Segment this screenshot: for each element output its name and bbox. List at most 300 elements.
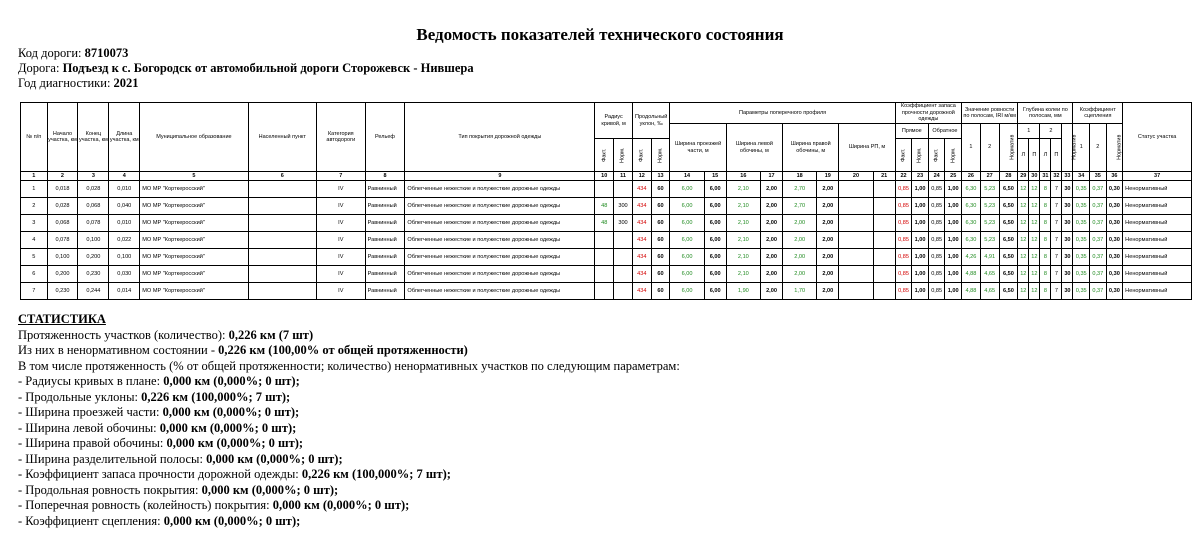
statistics-heading: СТАТИСТИКА	[18, 312, 106, 326]
table-cell: Равнинный	[365, 266, 405, 283]
table-cell: 0,100	[47, 249, 78, 266]
table-cell: 4,88	[962, 266, 981, 283]
reverse-fact-label: Факт.	[933, 148, 940, 162]
stat-line	[18, 390, 680, 406]
table-cell: 2,00	[817, 283, 839, 300]
column-number-cell: 32	[1051, 172, 1062, 181]
iri-normative-label: Норматив	[1008, 134, 1015, 161]
table-cell: 2,10	[726, 232, 760, 249]
table-cell: 60	[651, 232, 670, 249]
column-number-cell: 34	[1073, 172, 1090, 181]
slope-fact-header	[632, 139, 651, 172]
table-cell: 2,70	[783, 181, 817, 198]
year: 2021	[113, 76, 139, 90]
table-cell: 2,00	[783, 249, 817, 266]
rut-lane1-header: 1	[1018, 124, 1040, 139]
table-cell: 60	[651, 249, 670, 266]
friction-normative-label: Норматив	[1115, 134, 1122, 161]
table-cell: IV	[317, 215, 366, 232]
table-cell: 60	[651, 283, 670, 300]
table-cell: Ненормативный	[1123, 266, 1192, 283]
forward-norm-label: Норм.	[916, 147, 923, 163]
table-cell: Облегченные нежесткие и полужесткие дорожные одежды	[405, 283, 595, 300]
table-cell: 0,040	[109, 198, 140, 215]
stat-line	[18, 498, 680, 514]
stat-line	[18, 359, 680, 375]
table-cell: 0,85	[895, 215, 912, 232]
col-pavement-header: Тип покрытия дорожной одежды	[405, 103, 595, 172]
stat-value: 0,226 км (7 шт)	[228, 327, 314, 342]
table-cell	[614, 181, 633, 198]
table-cell: 12	[1029, 283, 1040, 300]
table-cell: 6,00	[670, 232, 704, 249]
table-cell: МО МР "Корткеросский"	[140, 198, 248, 215]
road-code: 8710073	[84, 46, 129, 60]
column-number-cell: 7	[317, 172, 366, 181]
column-number-cell: 30	[1029, 172, 1040, 181]
strength-header: Коэффициент запаса прочности дорожной одежды	[895, 103, 961, 124]
column-number-cell: 26	[962, 172, 981, 181]
table-row	[21, 232, 1192, 249]
table-cell: 2,00	[760, 266, 782, 283]
stat-line	[18, 374, 680, 390]
stat-label: - Ширина правой обочины:	[18, 436, 167, 450]
rut-lane2-header: 2	[1040, 124, 1062, 139]
table-cell: 6,00	[704, 283, 726, 300]
table-cell: 0,018	[47, 181, 78, 198]
table-cell: МО МР "Корткеросский"	[140, 266, 248, 283]
table-cell	[839, 215, 873, 232]
reverse-fact-header	[928, 139, 945, 172]
column-number-cell: 3	[78, 172, 109, 181]
col-num-header: № п/п	[21, 103, 48, 172]
table-cell: 6,50	[999, 181, 1018, 198]
table-cell: 2,00	[760, 283, 782, 300]
table-cell: Ненормативный	[1123, 215, 1192, 232]
table-cell: 6,00	[670, 181, 704, 198]
table-cell: 434	[632, 198, 651, 215]
col-relief-header: Рельеф	[365, 103, 405, 172]
table-cell: 1,00	[912, 266, 929, 283]
table-cell: IV	[317, 232, 366, 249]
radius-header: Радиус кривой, м	[595, 103, 633, 139]
table-body	[21, 181, 1192, 300]
table-cell: 12	[1018, 198, 1029, 215]
table-cell	[873, 266, 895, 283]
table-cell: 6,00	[704, 232, 726, 249]
table-cell: Равнинный	[365, 198, 405, 215]
table-cell	[839, 232, 873, 249]
column-number-cell: 25	[945, 172, 962, 181]
table-cell: 5,23	[980, 232, 999, 249]
table-cell: 434	[632, 266, 651, 283]
column-number-cell: 24	[928, 172, 945, 181]
table-cell	[248, 249, 316, 266]
column-number-cell: 36	[1106, 172, 1123, 181]
table-cell	[873, 198, 895, 215]
rut-normative-label: Норматив	[1071, 134, 1078, 161]
table-cell: 1,00	[945, 232, 962, 249]
column-number-cell: 12	[632, 172, 651, 181]
table-cell	[839, 283, 873, 300]
table-cell: 0,100	[78, 232, 109, 249]
stat-value: 0,000 км (0,000%; 0 шт);	[166, 436, 304, 450]
table-cell: 0,30	[1106, 283, 1123, 300]
table-cell: 0,30	[1106, 232, 1123, 249]
stat-line	[18, 436, 680, 452]
table-cell: 6,00	[704, 215, 726, 232]
table-cell: 60	[651, 181, 670, 198]
table-cell: 434	[632, 181, 651, 198]
table-cell: 30	[1062, 266, 1073, 283]
radius-norm-label: Норм.	[619, 147, 626, 163]
table-cell: 2,00	[817, 266, 839, 283]
column-number-cell: 16	[726, 172, 760, 181]
forward-fact-label: Факт.	[900, 148, 907, 162]
table-cell: 0,014	[109, 283, 140, 300]
table-cell: 48	[595, 198, 614, 215]
friction-lane2-header: 2	[1090, 124, 1107, 172]
stat-value: 0,000 км (0,000%; 0 шт);	[201, 482, 339, 497]
table-row	[21, 181, 1192, 198]
forward-norm-header	[912, 139, 929, 172]
friction-header: Коэффициент сцепления	[1073, 103, 1123, 124]
table-cell: 5	[21, 249, 48, 266]
table-cell: 6,00	[670, 198, 704, 215]
table-row	[21, 249, 1192, 266]
road-name-label: Дорога:	[18, 61, 60, 75]
table-cell: 1,00	[945, 249, 962, 266]
table-cell: 0,85	[928, 232, 945, 249]
table-cell	[595, 181, 614, 198]
column-number-cell: 19	[817, 172, 839, 181]
table-cell: 7	[1051, 198, 1062, 215]
iri-header: Значение ровности по полосам, IRI м/км	[962, 103, 1018, 124]
table-cell: 12	[1018, 232, 1029, 249]
table-cell: 6,30	[962, 215, 981, 232]
table-cell: 12	[1029, 249, 1040, 266]
table-cell: 60	[651, 198, 670, 215]
radius-norm-header	[614, 139, 633, 172]
median-header: Ширина РП, м	[839, 124, 895, 172]
stat-label: - Радиусы кривых в плане:	[18, 374, 164, 388]
col-category-header: Категория автодороги	[317, 103, 366, 172]
table-cell: 48	[595, 215, 614, 232]
radius-fact-header	[595, 139, 614, 172]
statistics-section	[18, 312, 680, 529]
table-cell: 12	[1018, 266, 1029, 283]
reverse-norm-label: Норм.	[949, 147, 956, 163]
slope-norm-label: Норм.	[657, 147, 664, 163]
stat-value: 0,000 км (0,000%; 0 шт);	[163, 374, 300, 388]
table-cell: 6,50	[999, 232, 1018, 249]
page-title: Ведомость показателей технического состояния	[416, 25, 784, 44]
table-cell: 1,00	[945, 266, 962, 283]
forward-fact-header	[895, 139, 912, 172]
column-number-row	[21, 172, 1192, 181]
table-cell: 6,00	[670, 283, 704, 300]
table-cell: 6,00	[704, 181, 726, 198]
table-cell: 12	[1018, 283, 1029, 300]
stat-label: - Ширина разделительной полосы:	[18, 451, 207, 466]
table-cell: 0,37	[1090, 181, 1107, 198]
table-cell: 12	[1029, 198, 1040, 215]
table-cell: 6,00	[670, 215, 704, 232]
table-cell: 0,100	[109, 249, 140, 266]
table-cell: 12	[1018, 215, 1029, 232]
slope-header: Продольный уклон, ‰	[632, 103, 670, 139]
table-cell: 2,00	[783, 266, 817, 283]
table-cell: 1,00	[912, 283, 929, 300]
table-cell: Равнинный	[365, 249, 405, 266]
table-cell: 6,50	[999, 215, 1018, 232]
table-cell: 0,200	[47, 266, 78, 283]
stat-value: 0,000 км (0,000%; 0 шт);	[162, 405, 300, 419]
table-cell: 1,00	[945, 198, 962, 215]
stat-line	[18, 421, 680, 437]
table-cell: 8	[1040, 283, 1051, 300]
table-cell: 2,00	[817, 249, 839, 266]
table-cell: 8	[1040, 198, 1051, 215]
table-cell: Облегченные нежесткие и полужесткие дорожные одежды	[405, 215, 595, 232]
table-cell: 1,00	[912, 232, 929, 249]
table-cell: 7	[21, 283, 48, 300]
road-code-label: Код дороги:	[18, 46, 82, 60]
stat-line	[18, 328, 680, 344]
table-cell: IV	[317, 266, 366, 283]
table-cell: 2,70	[783, 198, 817, 215]
stat-line	[18, 514, 680, 530]
column-number-cell: 18	[783, 172, 817, 181]
reverse-norm-header	[945, 139, 962, 172]
table-cell: 0,028	[47, 198, 78, 215]
header-row-1	[21, 103, 1192, 124]
table-cell: 1,00	[912, 198, 929, 215]
table-cell: МО МР "Корткеросский"	[140, 215, 248, 232]
table-row	[21, 266, 1192, 283]
table-cell: 2,10	[726, 198, 760, 215]
table-cell: 60	[651, 215, 670, 232]
table-cell: 2,00	[817, 181, 839, 198]
table-cell: Равнинный	[365, 232, 405, 249]
table-cell: 1,00	[912, 249, 929, 266]
table-cell: 300	[614, 198, 633, 215]
table-cell: 0,35	[1073, 249, 1090, 266]
table-cell: 1,00	[945, 283, 962, 300]
table-cell	[248, 198, 316, 215]
table-cell	[873, 215, 895, 232]
table-cell	[839, 249, 873, 266]
table-cell: 5,23	[980, 181, 999, 198]
stat-line	[18, 483, 680, 499]
table-cell: 30	[1062, 232, 1073, 249]
table-cell: 1,00	[945, 181, 962, 198]
column-number-cell: 9	[405, 172, 595, 181]
table-cell: 0,85	[928, 249, 945, 266]
table-cell: Ненормативный	[1123, 232, 1192, 249]
table-cell: 2,00	[760, 215, 782, 232]
table-cell	[595, 249, 614, 266]
table-cell	[873, 181, 895, 198]
road-name-line	[18, 61, 474, 75]
iri-lane1-header: 1	[962, 124, 981, 172]
table-cell: Равнинный	[365, 181, 405, 198]
table-cell: 4,26	[962, 249, 981, 266]
column-number-cell: 11	[614, 172, 633, 181]
table-row	[21, 215, 1192, 232]
stat-label: - Продольная ровность покрытия:	[18, 482, 202, 497]
column-number-cell: 22	[895, 172, 912, 181]
stat-label: - Ширина проезжей части:	[18, 405, 163, 419]
friction-normative-header	[1106, 124, 1123, 172]
table-cell: 0,068	[78, 198, 109, 215]
table-cell: Ненормативный	[1123, 249, 1192, 266]
left-shoulder-header: Ширина левой обочины, м	[726, 124, 782, 172]
table-cell: 434	[632, 249, 651, 266]
table-cell: Равнинный	[365, 215, 405, 232]
table-cell: Облегченные нежесткие и полужесткие дорожные одежды	[405, 232, 595, 249]
stat-label: Протяженность участков (количество):	[18, 327, 229, 342]
column-number-cell: 5	[140, 172, 248, 181]
column-number-cell: 37	[1123, 172, 1192, 181]
table-cell	[839, 198, 873, 215]
table-cell: 4,91	[980, 249, 999, 266]
table-cell: 30	[1062, 249, 1073, 266]
table-cell	[614, 266, 633, 283]
table-cell: 5,23	[980, 215, 999, 232]
col-length-header: Длина участка, км	[109, 103, 140, 172]
table-cell: 2,00	[760, 232, 782, 249]
stat-line	[18, 452, 680, 468]
table-cell: 0,30	[1106, 198, 1123, 215]
table-cell	[614, 249, 633, 266]
table-cell: 6,50	[999, 266, 1018, 283]
table-cell: 0,85	[895, 232, 912, 249]
year-line	[18, 76, 139, 90]
table-cell: 8	[1040, 232, 1051, 249]
stat-value: 0,226 км (100,000%; 7 шт);	[301, 467, 451, 481]
table-cell: 0,85	[928, 283, 945, 300]
table-cell: МО МР "Корткеросский"	[140, 283, 248, 300]
table-cell: 0,85	[895, 283, 912, 300]
stat-label: - Коэффициент запаса прочности дорожной одежды:	[18, 467, 302, 481]
stat-value: 0,226 км (100,000%; 7 шт);	[141, 389, 291, 404]
road-name: Подъезд к с. Богородск от автомобильной дороги Сторожевск - Нившера	[62, 61, 474, 75]
table-cell: 7	[1051, 283, 1062, 300]
table-cell: 7	[1051, 215, 1062, 232]
table-cell: 0,35	[1073, 232, 1090, 249]
column-number-cell: 28	[999, 172, 1018, 181]
table-cell: 0,85	[928, 198, 945, 215]
table-cell: 12	[1029, 232, 1040, 249]
stat-label: - Продольные уклоны:	[18, 389, 142, 404]
table-cell: 6,00	[704, 249, 726, 266]
rut-lane2-right-header: П	[1051, 139, 1062, 172]
table-cell: 0,30	[1106, 266, 1123, 283]
table-cell: 0,068	[47, 215, 78, 232]
table-cell: 6,30	[962, 198, 981, 215]
table-cell: 4,65	[980, 283, 999, 300]
stat-value: 0,000 км (0,000%; 0 шт);	[163, 513, 301, 528]
rut-lane1-right-header: П	[1029, 139, 1040, 172]
table-cell: 0,35	[1073, 215, 1090, 232]
table-cell: 0,37	[1090, 232, 1107, 249]
table-cell: 6,00	[704, 198, 726, 215]
stat-label: - Ширина левой обочины:	[18, 420, 160, 435]
table-cell: 0,200	[78, 249, 109, 266]
col-municipality-header: Муниципальное образование	[140, 103, 248, 172]
table-cell: 2,10	[726, 249, 760, 266]
table-cell: 0,078	[47, 232, 78, 249]
table-cell: 4,88	[962, 283, 981, 300]
reverse-header: Обратное	[928, 124, 961, 139]
stat-label: Из них в ненормативном состоянии -	[18, 343, 219, 357]
stat-line	[18, 467, 680, 483]
table-cell: 12	[1029, 266, 1040, 283]
table-cell	[614, 232, 633, 249]
table-cell: 2	[21, 198, 48, 215]
table-cell: 0,37	[1090, 198, 1107, 215]
table-cell: 0,85	[895, 266, 912, 283]
table-cell: 434	[632, 232, 651, 249]
table-cell: 6,50	[999, 249, 1018, 266]
year-label: Год диагностики:	[18, 76, 111, 90]
table-cell: 6,50	[999, 198, 1018, 215]
table-cell: 7	[1051, 181, 1062, 198]
table-cell: Облегченные нежесткие и полужесткие дорожные одежды	[405, 266, 595, 283]
radius-fact-label: Факт.	[600, 148, 607, 162]
table-cell: 0,85	[895, 181, 912, 198]
table-cell: 1,70	[783, 283, 817, 300]
column-number-cell: 14	[670, 172, 704, 181]
column-number-cell: 2	[47, 172, 78, 181]
table-cell: 30	[1062, 181, 1073, 198]
table-cell: 7	[1051, 249, 1062, 266]
table-row	[21, 198, 1192, 215]
table-cell: 30	[1062, 283, 1073, 300]
column-number-cell: 15	[704, 172, 726, 181]
column-number-cell: 29	[1018, 172, 1029, 181]
stat-label: В том числе протяженность (% от общей протяженности; количество) ненормативных участков по следующим параметрам:	[18, 358, 680, 373]
table-cell: 2,00	[760, 198, 782, 215]
column-number-cell: 8	[365, 172, 405, 181]
table-cell: 2,00	[760, 181, 782, 198]
table-cell: 12	[1018, 249, 1029, 266]
column-number-cell: 17	[760, 172, 782, 181]
table-cell: 1,00	[912, 181, 929, 198]
table-cell: Облегченные нежесткие и полужесткие дорожные одежды	[405, 198, 595, 215]
column-number-cell: 21	[873, 172, 895, 181]
table-cell: 0,010	[109, 215, 140, 232]
table-cell: 30	[1062, 198, 1073, 215]
table-cell: 6,30	[962, 181, 981, 198]
table-cell: 1,00	[912, 215, 929, 232]
table-cell: 0,230	[47, 283, 78, 300]
table-cell	[839, 181, 873, 198]
table-cell	[595, 266, 614, 283]
table-cell	[839, 266, 873, 283]
table-cell: 0,35	[1073, 181, 1090, 198]
table-cell: 6,30	[962, 232, 981, 249]
stat-label: - Поперечная ровность (колейность) покрытия:	[18, 498, 273, 512]
table-cell	[248, 283, 316, 300]
carriageway-header: Ширина проезжей части, м	[670, 124, 726, 172]
column-number-cell: 6	[248, 172, 316, 181]
table-cell: 8	[1040, 249, 1051, 266]
table-cell: 2,00	[817, 215, 839, 232]
column-number-cell: 13	[651, 172, 670, 181]
table-row	[21, 283, 1192, 300]
